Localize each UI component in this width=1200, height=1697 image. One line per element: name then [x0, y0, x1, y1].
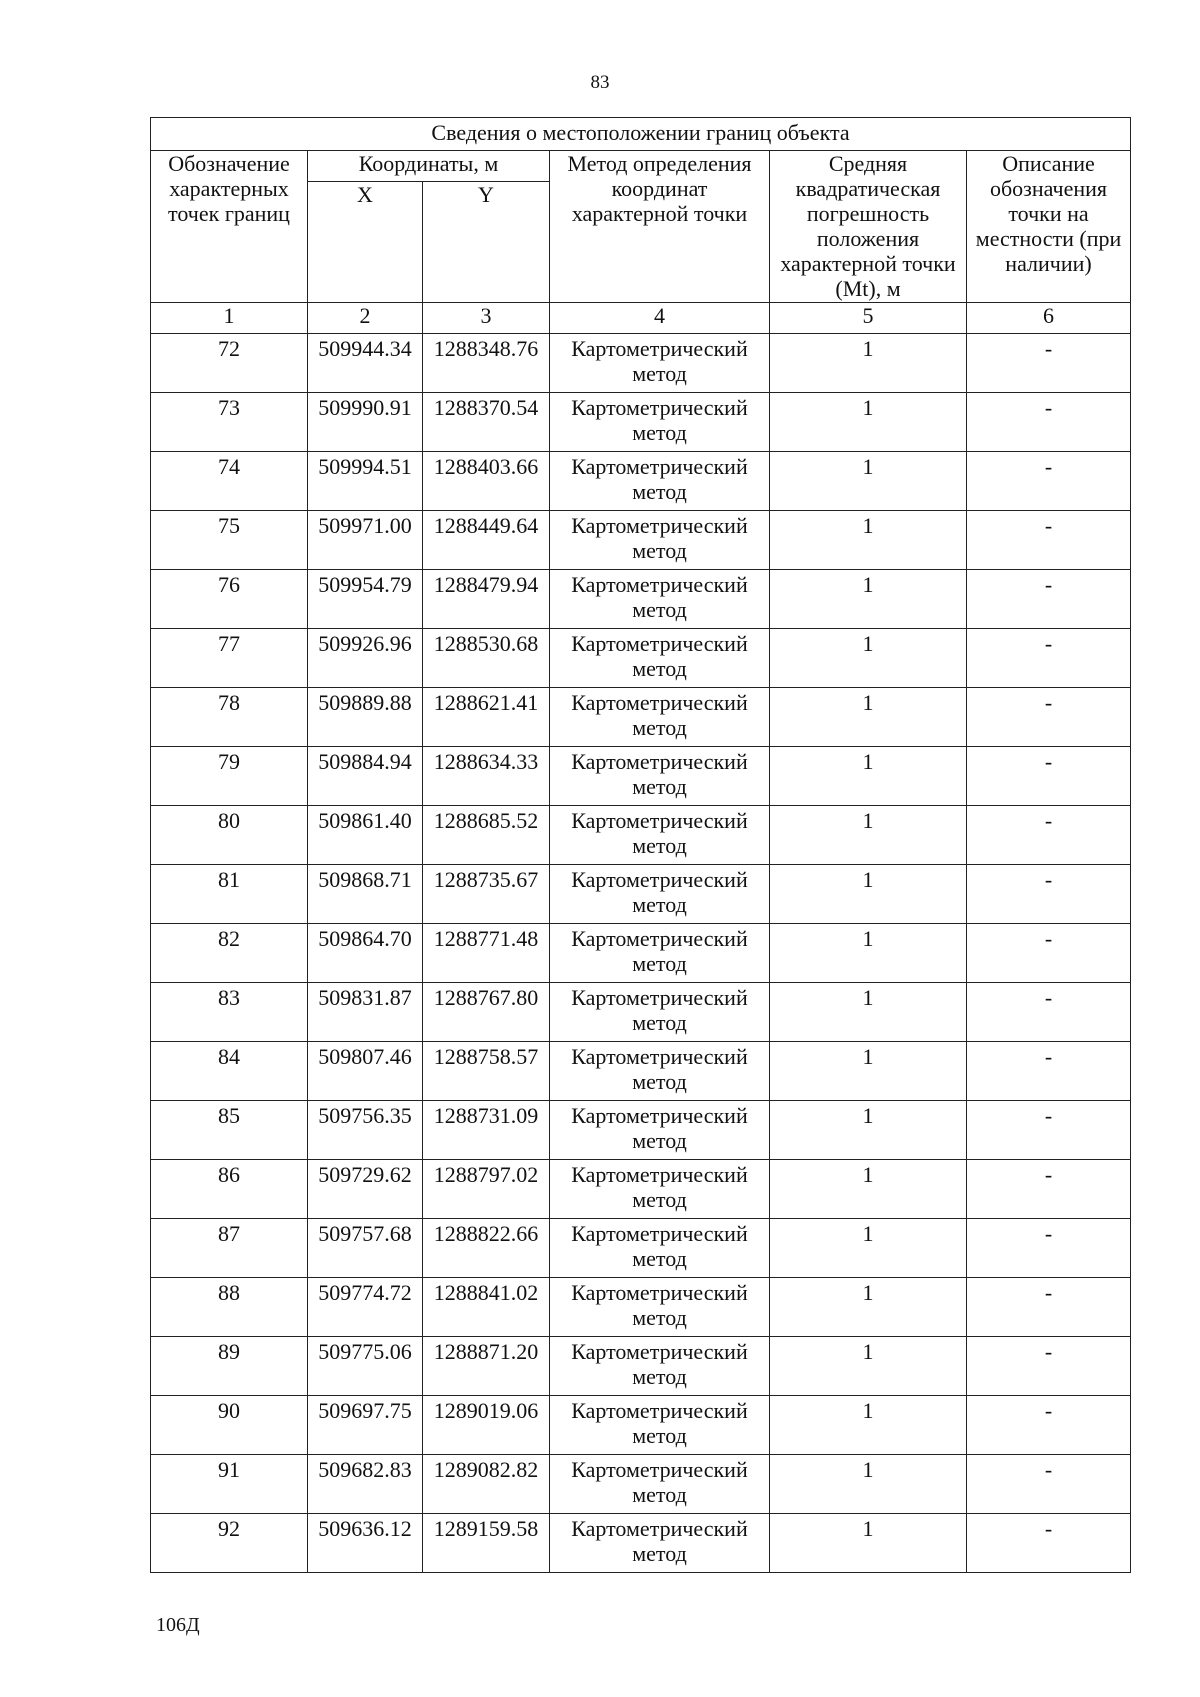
table-row: [151, 1396, 1131, 1455]
method-cell: Картометрический метод: [550, 924, 770, 983]
method-cell: Картометрический метод: [550, 393, 770, 452]
y-coordinate-cell: 1288767.80: [423, 983, 550, 1042]
description-cell: -: [967, 334, 1131, 393]
method-cell: Картометрический метод: [550, 1160, 770, 1219]
error-cell: 1: [770, 334, 967, 393]
description-cell: -: [967, 865, 1131, 924]
footer-code: 106Д: [156, 1614, 200, 1636]
method-cell: Картометрический метод: [550, 334, 770, 393]
x-coordinate-cell: 509636.12: [308, 1514, 423, 1573]
point-id-cell: 82: [151, 924, 308, 983]
error-cell: 1: [770, 452, 967, 511]
x-coordinate-cell: 509954.79: [308, 570, 423, 629]
error-cell: 1: [770, 1514, 967, 1573]
column-number: 4: [550, 303, 770, 334]
y-coordinate-cell: 1288479.94: [423, 570, 550, 629]
table-row: [151, 334, 1131, 393]
point-id-cell: 88: [151, 1278, 308, 1337]
table-row: [151, 1042, 1131, 1101]
point-id-cell: 87: [151, 1219, 308, 1278]
description-cell: -: [967, 393, 1131, 452]
x-coordinate-cell: 509682.83: [308, 1455, 423, 1514]
x-coordinate-cell: 509861.40: [308, 806, 423, 865]
method-cell: Картометрический метод: [550, 983, 770, 1042]
table-row: [151, 1455, 1131, 1514]
x-coordinate-cell: 509926.96: [308, 629, 423, 688]
table-row: [151, 1337, 1131, 1396]
header-description: Описание обозначения точки на местности (при наличии): [967, 151, 1131, 303]
header-y: Y: [423, 182, 550, 303]
point-id-cell: 72: [151, 334, 308, 393]
table-row: [151, 1278, 1131, 1337]
method-cell: Картометрический метод: [550, 1219, 770, 1278]
table-row: [151, 924, 1131, 983]
y-coordinate-cell: 1288735.67: [423, 865, 550, 924]
method-cell: Картометрический метод: [550, 1101, 770, 1160]
error-cell: 1: [770, 1101, 967, 1160]
point-id-cell: 78: [151, 688, 308, 747]
description-cell: -: [967, 688, 1131, 747]
description-cell: -: [967, 983, 1131, 1042]
point-id-cell: 80: [151, 806, 308, 865]
x-coordinate-cell: 509994.51: [308, 452, 423, 511]
x-coordinate-cell: 509971.00: [308, 511, 423, 570]
x-coordinate-cell: 509775.06: [308, 1337, 423, 1396]
y-coordinate-cell: 1288634.33: [423, 747, 550, 806]
header-method: Метод определения координат характерной точки: [550, 151, 770, 303]
table-row: [151, 1514, 1131, 1573]
point-id-cell: 74: [151, 452, 308, 511]
x-coordinate-cell: 509756.35: [308, 1101, 423, 1160]
column-number: 3: [423, 303, 550, 334]
description-cell: -: [967, 1042, 1131, 1101]
x-coordinate-cell: 509697.75: [308, 1396, 423, 1455]
method-cell: Картометрический метод: [550, 1396, 770, 1455]
boundary-table-wrapper: [150, 117, 1130, 1573]
x-coordinate-cell: 509831.87: [308, 983, 423, 1042]
page-number: 83: [590, 72, 610, 93]
y-coordinate-cell: 1289159.58: [423, 1514, 550, 1573]
point-id-cell: 86: [151, 1160, 308, 1219]
error-cell: 1: [770, 865, 967, 924]
y-coordinate-cell: 1288449.64: [423, 511, 550, 570]
y-coordinate-cell: 1288685.52: [423, 806, 550, 865]
y-coordinate-cell: 1288621.41: [423, 688, 550, 747]
description-cell: -: [967, 1455, 1131, 1514]
column-number-row: [151, 303, 1131, 334]
method-cell: Картометрический метод: [550, 747, 770, 806]
method-cell: Картометрический метод: [550, 452, 770, 511]
method-cell: Картометрический метод: [550, 1455, 770, 1514]
table-row: [151, 1219, 1131, 1278]
y-coordinate-cell: 1288370.54: [423, 393, 550, 452]
description-cell: -: [967, 452, 1131, 511]
x-coordinate-cell: 509864.70: [308, 924, 423, 983]
point-id-cell: 76: [151, 570, 308, 629]
point-id-cell: 75: [151, 511, 308, 570]
error-cell: 1: [770, 1278, 967, 1337]
column-number: 1: [151, 303, 308, 334]
x-coordinate-cell: 509889.88: [308, 688, 423, 747]
description-cell: -: [967, 747, 1131, 806]
error-cell: 1: [770, 511, 967, 570]
description-cell: -: [967, 1101, 1131, 1160]
y-coordinate-cell: 1288797.02: [423, 1160, 550, 1219]
method-cell: Картометрический метод: [550, 629, 770, 688]
method-cell: Картометрический метод: [550, 806, 770, 865]
point-id-cell: 85: [151, 1101, 308, 1160]
error-cell: 1: [770, 570, 967, 629]
description-cell: -: [967, 1160, 1131, 1219]
table-row: [151, 452, 1131, 511]
description-cell: -: [967, 806, 1131, 865]
table-row: [151, 747, 1131, 806]
table-caption: Сведения о местоположении границ объекта: [151, 118, 1131, 151]
y-coordinate-cell: 1288771.48: [423, 924, 550, 983]
method-cell: Картометрический метод: [550, 1337, 770, 1396]
error-cell: 1: [770, 1042, 967, 1101]
table-row: [151, 393, 1131, 452]
x-coordinate-cell: 509990.91: [308, 393, 423, 452]
y-coordinate-cell: 1289082.82: [423, 1455, 550, 1514]
error-cell: 1: [770, 1455, 967, 1514]
error-cell: 1: [770, 1160, 967, 1219]
description-cell: -: [967, 1337, 1131, 1396]
header-coordinates: Координаты, м: [308, 151, 550, 182]
x-coordinate-cell: 509884.94: [308, 747, 423, 806]
x-coordinate-cell: 509774.72: [308, 1278, 423, 1337]
x-coordinate-cell: 509944.34: [308, 334, 423, 393]
error-cell: 1: [770, 393, 967, 452]
table-row: [151, 570, 1131, 629]
table-row: [151, 806, 1131, 865]
y-coordinate-cell: 1289019.06: [423, 1396, 550, 1455]
method-cell: Картометрический метод: [550, 511, 770, 570]
column-number: 5: [770, 303, 967, 334]
y-coordinate-cell: 1288871.20: [423, 1337, 550, 1396]
description-cell: -: [967, 924, 1131, 983]
column-number: 2: [308, 303, 423, 334]
column-number: 6: [967, 303, 1131, 334]
x-coordinate-cell: 509807.46: [308, 1042, 423, 1101]
description-cell: -: [967, 1278, 1131, 1337]
y-coordinate-cell: 1288841.02: [423, 1278, 550, 1337]
table-row: [151, 1101, 1131, 1160]
header-x: X: [308, 182, 423, 303]
description-cell: -: [967, 1219, 1131, 1278]
point-id-cell: 73: [151, 393, 308, 452]
y-coordinate-cell: 1288758.57: [423, 1042, 550, 1101]
point-id-cell: 84: [151, 1042, 308, 1101]
error-cell: 1: [770, 924, 967, 983]
header-error: Средняя квадратическая погрешность положения характерной точки (Mt), м: [770, 151, 967, 303]
error-cell: 1: [770, 983, 967, 1042]
error-cell: 1: [770, 629, 967, 688]
y-coordinate-cell: 1288731.09: [423, 1101, 550, 1160]
point-id-cell: 81: [151, 865, 308, 924]
y-coordinate-cell: 1288403.66: [423, 452, 550, 511]
method-cell: Картометрический метод: [550, 1278, 770, 1337]
description-cell: -: [967, 1514, 1131, 1573]
y-coordinate-cell: 1288348.76: [423, 334, 550, 393]
description-cell: -: [967, 511, 1131, 570]
description-cell: -: [967, 629, 1131, 688]
method-cell: Картометрический метод: [550, 570, 770, 629]
table-row: [151, 629, 1131, 688]
error-cell: 1: [770, 806, 967, 865]
x-coordinate-cell: 509757.68: [308, 1219, 423, 1278]
point-id-cell: 92: [151, 1514, 308, 1573]
error-cell: 1: [770, 688, 967, 747]
table-row: [151, 688, 1131, 747]
method-cell: Картометрический метод: [550, 865, 770, 924]
method-cell: Картометрический метод: [550, 688, 770, 747]
point-id-cell: 90: [151, 1396, 308, 1455]
error-cell: 1: [770, 747, 967, 806]
method-cell: Картометрический метод: [550, 1514, 770, 1573]
description-cell: -: [967, 1396, 1131, 1455]
table-row: [151, 511, 1131, 570]
header-designation: Обозначение характерных точек границ: [151, 151, 308, 303]
table-body: [151, 334, 1131, 1573]
point-id-cell: 77: [151, 629, 308, 688]
point-id-cell: 91: [151, 1455, 308, 1514]
error-cell: 1: [770, 1219, 967, 1278]
point-id-cell: 79: [151, 747, 308, 806]
method-cell: Картометрический метод: [550, 1042, 770, 1101]
table-row: [151, 983, 1131, 1042]
table-row: [151, 1160, 1131, 1219]
x-coordinate-cell: 509729.62: [308, 1160, 423, 1219]
table-row: [151, 865, 1131, 924]
y-coordinate-cell: 1288822.66: [423, 1219, 550, 1278]
boundary-coordinates-table: [150, 117, 1131, 1573]
y-coordinate-cell: 1288530.68: [423, 629, 550, 688]
x-coordinate-cell: 509868.71: [308, 865, 423, 924]
point-id-cell: 83: [151, 983, 308, 1042]
point-id-cell: 89: [151, 1337, 308, 1396]
description-cell: -: [967, 570, 1131, 629]
error-cell: 1: [770, 1396, 967, 1455]
error-cell: 1: [770, 1337, 967, 1396]
